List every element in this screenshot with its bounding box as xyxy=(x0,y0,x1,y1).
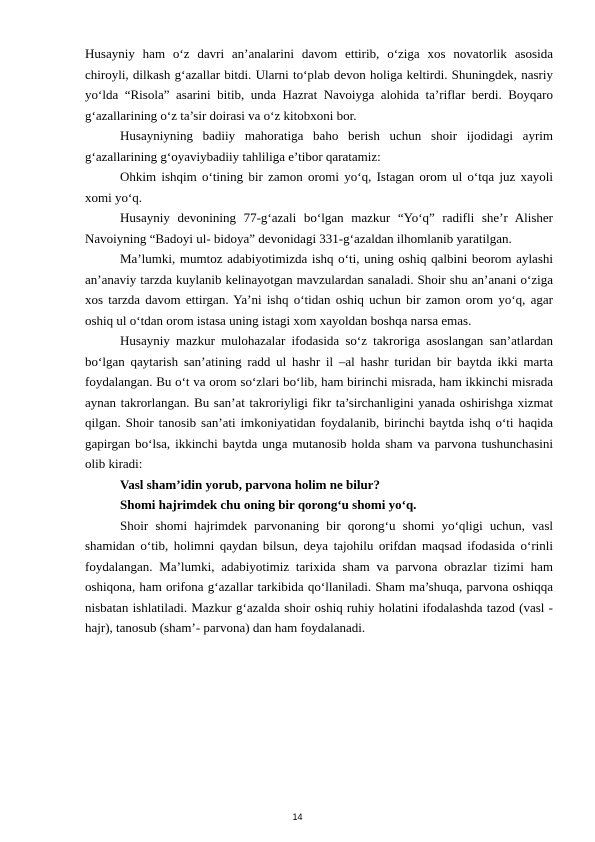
paragraph-ishq-theme: Ma’lumki, mumtoz adabiyotimizda ishq o‘ti, uning oshiq qalbini beorom aylashi an’anaviy tarzda kuylanib kelinayotgan mavzulardan sanaladi. Shoir shu an’anani o‘ziga xos tarzda davom ettirgan. Ya’ni ishq o‘tidan oshiq uchun bir zamon orom yo‘q, agar oshiq ul o‘tdan orom istasa uning istagi xom xayoldan boshqa narsa emas. xyxy=(85,251,553,328)
verse-line-2: Shomi hajrimdek chu oning bir qorong‘u shomi yo‘q. xyxy=(120,497,417,512)
paragraph-intro: Husayniy ham o‘z davri an’analarini davom ettirib, o‘ziga xos novatorlik asosida chiroyli, dilkash g‘azallar bitdi. Ularni to‘plab devon holiga keltirdi. Shuningdek, nasriy yo‘lda “Risola” asarini bitib, unda Hazrat Navoiyga alohida ta’riflar berdi. Boyqaro g‘azallarining o‘z ta’sir doirasi va o‘z kitobxoni bor. xyxy=(85,46,553,123)
paragraph-sham-parvona: Shoir shomi hajrimdek parvonaning bir qorong‘u shomi yo‘qligi uchun, vasl shamidan o‘tib, holimni qaydan bilsun, deya tajohilu orifdan maqsad ifodasida o‘rinli foydalangan. Ma’lumki, adabiyotimiz tarixida sham va parvona obrazlar tizimi ham oshiqona, ham orifona g‘azallar tarkibida qo‘llaniladi. Sham ma’shuqa, parvona oshiqqa nisbatan ishlatiladi. Mazkur g‘azalda shoir oshiq ruhiy holatini ifodalashda tazod (vasl - hajr), tanosub (sham’- parvona) dan ham foydalanadi. xyxy=(85,517,553,635)
verse-line-1: Vasl sham’idin yorub, parvona holim ne bilur? xyxy=(120,476,380,492)
paragraph-verse-quote: Ohkim ishqim o‘tining bir zamon oromi yo‘q, Istagan orom ul o‘tqa juz xayoli xomi yo‘q. xyxy=(85,169,553,205)
body-text xyxy=(85,44,553,639)
paragraph-repetition-art: Husayniy mazkur mulohazalar ifodasida so‘z takroriga asoslangan san’atlardan bo‘lgan qaytarish san’atining radd ul hashr il –al hashr turidan bir baytda ikki marta foydalangan. Bu o‘t va orom so‘zlari bo‘lib, ham birinchi misrada, ham ikkinchi misrada aynan takrorlangan. Bu san’at takroriyligi fikr ta’sirchanligini yanada oshirishga xizmat qilgan. Shoir tanosib san’ati imkoniyatidan foydalanib, birinchi baytda ishq o‘ti haqida gapirgan bo‘lsa, ikkinchi baytda unga mutanosib holda sham va parvona tushunchasini olib kiradi: xyxy=(85,333,553,471)
paragraph-ghazal-origin: Husayniy devonining 77-g‘azali bo‘lgan mazkur “Yo‘q” radifli she’r Alisher Navoiyning “Badoyi ul- bidoya” devonidagi 331-g‘azaldan ilhomlanib yaratilgan. xyxy=(85,210,553,246)
page-number: 14 xyxy=(292,812,303,822)
paragraph-analysis-intro: Husayniyning badiiy mahoratiga baho berish uchun shoir ijodidagi ayrim g‘azallarining g‘oyaviybadiiy tahliliga e’tibor qaratamiz: xyxy=(85,128,553,164)
